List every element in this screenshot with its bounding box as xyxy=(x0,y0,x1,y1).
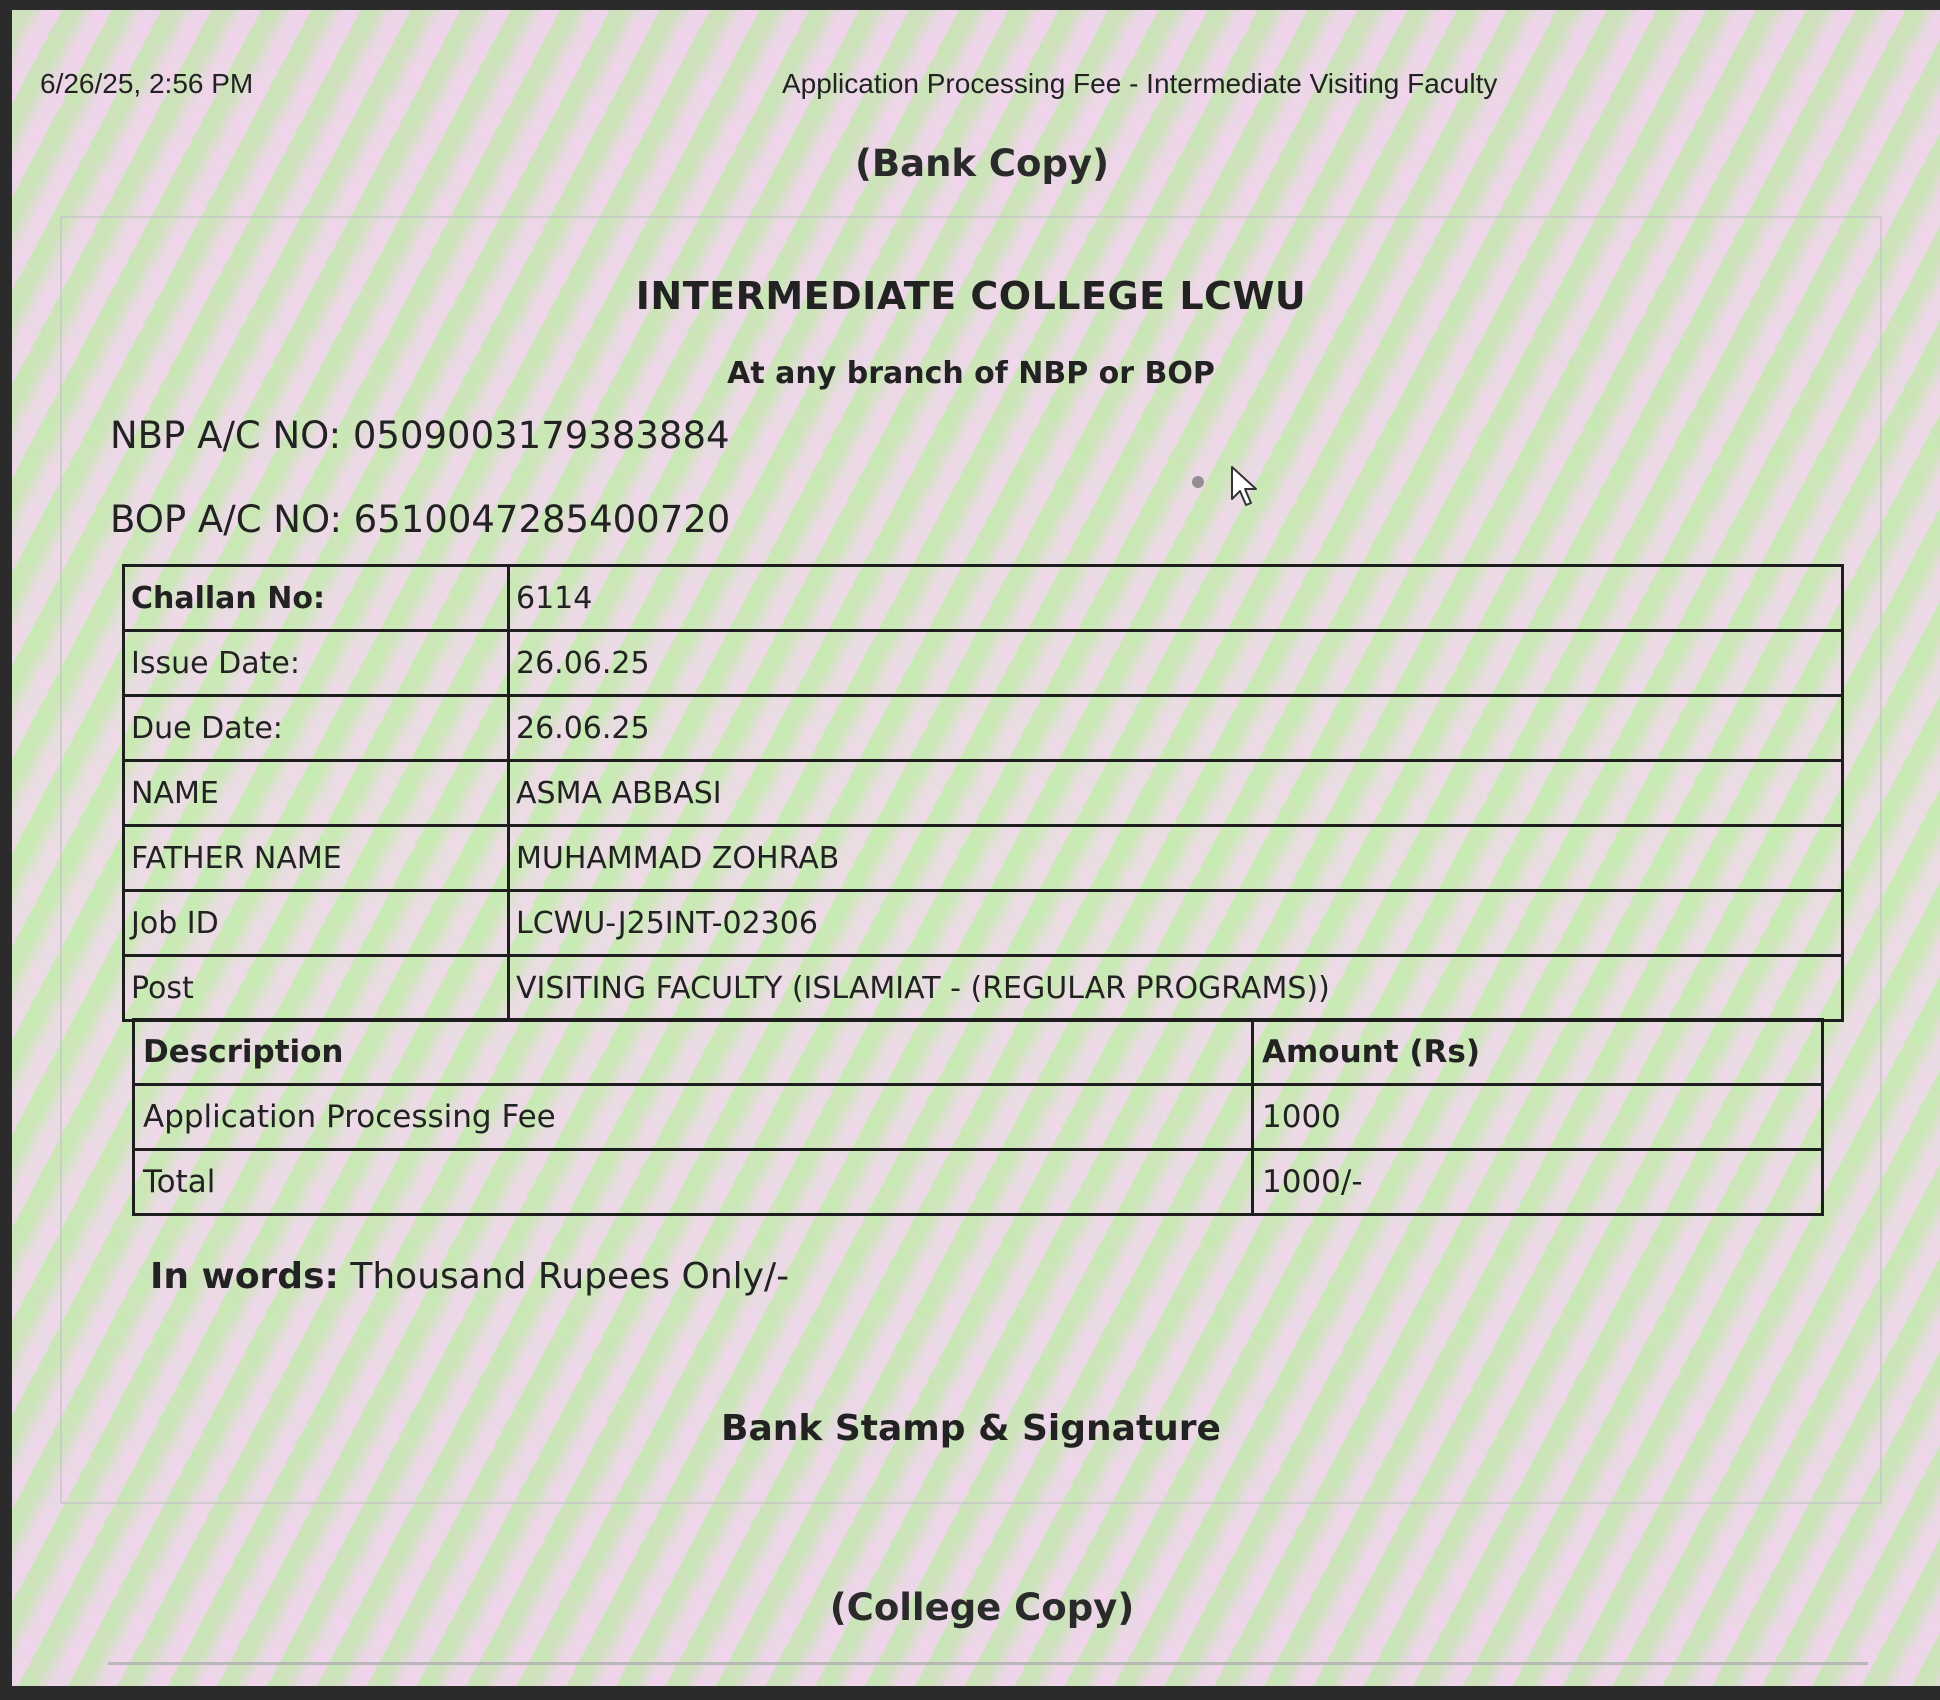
bop-account-number: BOP A/C NO: 6510047285400720 xyxy=(110,498,731,541)
amount-header: Amount (Rs) xyxy=(1253,1020,1823,1085)
challan-no-label: Challan No: xyxy=(124,566,509,631)
table-row xyxy=(124,956,1843,1021)
table-row xyxy=(124,761,1843,826)
table-row xyxy=(134,1150,1823,1215)
applicant-details-table xyxy=(122,564,1844,1022)
challan-no-value: 6114 xyxy=(509,566,1843,631)
fee-table xyxy=(132,1018,1824,1216)
bank-stamp-signature-label: Bank Stamp & Signature xyxy=(721,1408,1221,1449)
father-name-value: MUHAMMAD ZOHRAB xyxy=(509,826,1843,891)
in-words-value: Thousand Rupees Only/- xyxy=(350,1256,790,1297)
table-header-row xyxy=(134,1020,1823,1085)
table-row xyxy=(124,891,1843,956)
in-words-label: In words: xyxy=(150,1256,339,1297)
bank-copy-challan xyxy=(60,216,1882,1504)
table-row xyxy=(124,826,1843,891)
name-value: ASMA ABBASI xyxy=(509,761,1843,826)
total-amount: 1000/- xyxy=(1253,1150,1823,1215)
mouse-pointer-icon xyxy=(1230,465,1260,509)
table-row xyxy=(134,1085,1823,1150)
father-name-label: FATHER NAME xyxy=(124,826,509,891)
college-copy-challan xyxy=(108,1662,1868,1686)
browser-print-preview xyxy=(12,10,1940,1686)
job-id-value: LCWU-J25INT-02306 xyxy=(509,891,1843,956)
fee-item-description: Application Processing Fee xyxy=(134,1085,1253,1150)
due-date-label: Due Date: xyxy=(124,696,509,761)
table-row xyxy=(124,631,1843,696)
bank-copy-label: (Bank Copy) xyxy=(855,142,1109,185)
branch-note: At any branch of NBP or BOP xyxy=(727,356,1215,391)
due-date-value: 26.06.25 xyxy=(509,696,1843,761)
print-datetime: 6/26/25, 2:56 PM xyxy=(40,68,254,99)
table-row xyxy=(124,566,1843,631)
name-label: NAME xyxy=(124,761,509,826)
issue-date-label: Issue Date: xyxy=(124,631,509,696)
screen-dust-speck xyxy=(1192,476,1204,488)
amount-in-words xyxy=(150,1256,789,1297)
post-value: VISITING FACULTY (ISLAMIAT - (REGULAR PROGRAMS)) xyxy=(509,956,1843,1021)
table-row xyxy=(124,696,1843,761)
college-copy-label: (College Copy) xyxy=(829,1586,1135,1629)
job-id-label: Job ID xyxy=(124,891,509,956)
print-header xyxy=(12,10,1940,160)
description-header: Description xyxy=(134,1020,1253,1085)
issue-date-value: 26.06.25 xyxy=(509,631,1843,696)
nbp-account-number: NBP A/C NO: 0509003179383884 xyxy=(110,414,730,457)
post-label: Post xyxy=(124,956,509,1021)
print-page-title: Application Processing Fee - Intermediate Visiting Faculty xyxy=(782,68,1498,99)
total-label: Total xyxy=(134,1150,1253,1215)
fee-item-amount: 1000 xyxy=(1253,1085,1823,1150)
college-name: INTERMEDIATE COLLEGE LCWU xyxy=(635,274,1307,318)
